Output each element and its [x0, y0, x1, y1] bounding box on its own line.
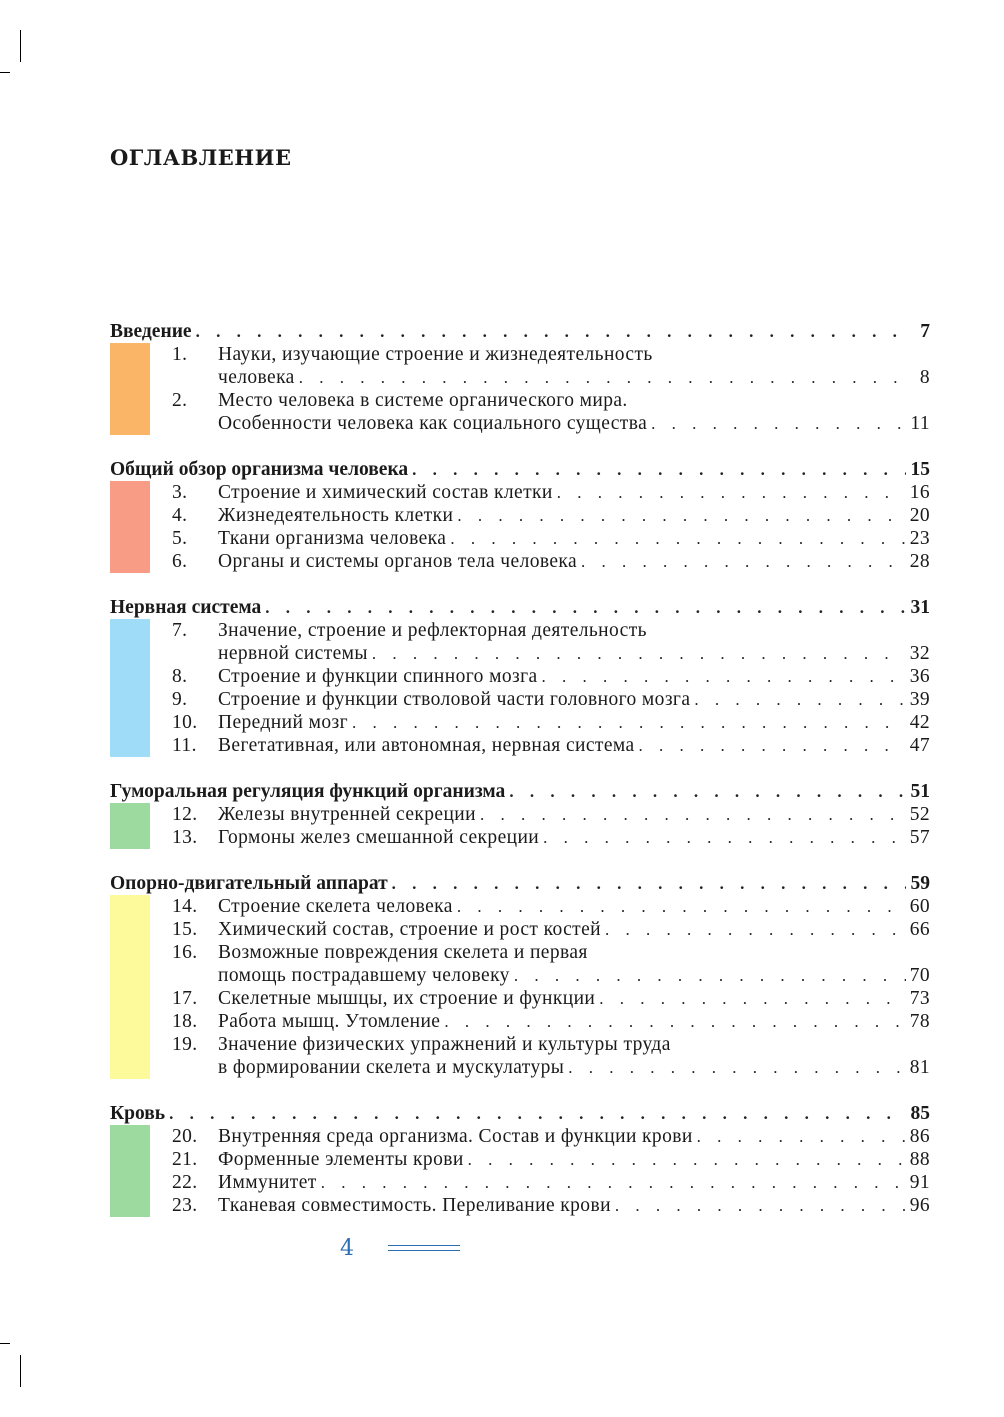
- toc-section-heading[interactable]: [110, 1102, 930, 1125]
- toc-entry-line[interactable]: [110, 734, 930, 757]
- entry-title: Форменные элементы крови: [218, 1149, 464, 1170]
- toc-entry-line[interactable]: [110, 895, 930, 918]
- leader-dots: [568, 1056, 905, 1079]
- toc-entry-line[interactable]: [110, 1171, 930, 1194]
- toc-entry-line[interactable]: [110, 1056, 930, 1079]
- leader-dots: [457, 504, 905, 527]
- leader-dots: [321, 1171, 906, 1194]
- toc-section: [110, 780, 930, 849]
- entry-number: 2.: [172, 390, 188, 411]
- toc-entry-line[interactable]: [110, 826, 930, 849]
- leader-dots: [651, 412, 906, 435]
- entry-page: 66: [909, 919, 930, 940]
- entry-title: Особенности человека как социального существа: [218, 413, 648, 434]
- leader-dots: [352, 711, 906, 734]
- entry-page: 8: [919, 367, 930, 388]
- entry-page: 32: [909, 643, 930, 664]
- leader-dots: [599, 987, 905, 1010]
- entry-title: Науки, изучающие строение и жизнедеятельность: [218, 344, 653, 365]
- toc-section-heading[interactable]: [110, 872, 930, 895]
- toc-entry-line[interactable]: [110, 1148, 930, 1171]
- entry-title: Возможные повреждения скелета и первая: [218, 942, 588, 963]
- toc-entry-line[interactable]: [110, 412, 930, 435]
- entry-title: Ткани организма человека: [218, 528, 447, 549]
- section-color-bar: [110, 619, 150, 757]
- toc-entry-line[interactable]: [110, 619, 930, 642]
- toc-entry-line[interactable]: [110, 964, 930, 987]
- toc-section-heading[interactable]: [110, 780, 930, 803]
- entry-number: 1.: [172, 344, 188, 365]
- entry-title: Внутренняя среда организма. Состав и функции крови: [218, 1126, 693, 1147]
- entry-title: Органы и системы органов тела человека: [218, 551, 578, 572]
- toc-entry-line[interactable]: [110, 1010, 930, 1033]
- entry-page: 78: [909, 1011, 930, 1032]
- entry-number: 16.: [172, 942, 198, 963]
- entry-number: 20.: [172, 1126, 198, 1147]
- entry-page: 11: [910, 413, 930, 434]
- entry-number: 6.: [172, 551, 188, 572]
- page-title: ОГЛАВЛЕНИЕ: [110, 145, 292, 170]
- entry-page: 20: [909, 505, 930, 526]
- entry-title: Вегетативная, или автономная, нервная система: [218, 735, 635, 756]
- entry-title: нервной системы: [218, 643, 368, 664]
- toc-section: [110, 872, 930, 1079]
- entry-title: в формировании скелета и мускулатуры: [218, 1057, 565, 1078]
- section-page: 7: [920, 321, 930, 342]
- leader-dots: [468, 1148, 906, 1171]
- toc-entry-line[interactable]: [110, 550, 930, 573]
- entry-number: 7.: [172, 620, 188, 641]
- crop-mark-top-horizontal: [0, 72, 10, 73]
- entry-title: Строение и функции спинного мозга: [218, 666, 538, 687]
- entry-page: 42: [909, 712, 930, 733]
- entry-number: 23.: [172, 1195, 198, 1216]
- entry-page: 70: [909, 965, 930, 986]
- toc-section-heading[interactable]: [110, 596, 930, 619]
- entry-number: 9.: [172, 689, 188, 710]
- toc-entry-line[interactable]: [110, 918, 930, 941]
- section-title: Введение: [110, 321, 192, 342]
- leader-dots: [697, 1125, 906, 1148]
- section-page: 51: [910, 781, 930, 802]
- crop-mark-top-vertical: [20, 30, 21, 62]
- toc-entry-line[interactable]: [110, 1033, 930, 1056]
- section-color-bar: [110, 803, 150, 849]
- toc-entry-line[interactable]: [110, 665, 930, 688]
- toc-entry-line[interactable]: [110, 987, 930, 1010]
- entry-number: 3.: [172, 482, 188, 503]
- toc-entry-line[interactable]: [110, 527, 930, 550]
- entry-title: Строение скелета человека: [218, 896, 453, 917]
- section-page: 15: [910, 459, 930, 480]
- section-color-bar: [110, 1125, 150, 1217]
- entry-page: 91: [909, 1172, 930, 1193]
- entry-number: 19.: [172, 1034, 198, 1055]
- leader-dots: [299, 366, 906, 389]
- leader-dots: [392, 872, 906, 895]
- entry-title: Работа мышц. Утомление: [218, 1011, 441, 1032]
- toc-entry-line[interactable]: [110, 1194, 930, 1217]
- entry-title: Место человека в системе органического мира.: [218, 390, 628, 411]
- section-title: Общий обзор организма человека: [110, 459, 409, 480]
- entry-number: 22.: [172, 1172, 198, 1193]
- entry-number: 18.: [172, 1011, 198, 1032]
- section-color-bar: [110, 343, 150, 435]
- entry-title: Значение физических упражнений и культуры труда: [218, 1034, 671, 1055]
- entry-title: Иммунитет: [218, 1172, 317, 1193]
- toc-entry-line[interactable]: [110, 941, 930, 964]
- leader-dots: [694, 688, 905, 711]
- toc-entry-line[interactable]: [110, 642, 930, 665]
- entry-title: Строение и химический состав клетки: [218, 482, 553, 503]
- leader-dots: [639, 734, 906, 757]
- toc-section: [110, 458, 930, 573]
- section-title: Опорно-двигательный аппарат: [110, 873, 388, 894]
- entry-number: 5.: [172, 528, 188, 549]
- entry-number: 11.: [172, 735, 197, 756]
- entry-page: 23: [909, 528, 930, 549]
- footer-rule-top: [388, 1245, 460, 1246]
- entry-page: 36: [909, 666, 930, 687]
- entry-title: Химический состав, строение и рост костей: [218, 919, 601, 940]
- entry-page: 81: [909, 1057, 930, 1078]
- section-title: Гуморальная регуляция функций организма: [110, 781, 506, 802]
- toc-entry-line[interactable]: [110, 688, 930, 711]
- entry-page: 57: [909, 827, 930, 848]
- entry-page: 86: [909, 1126, 930, 1147]
- entry-title: Строение и функции стволовой части головного мозга: [218, 689, 691, 710]
- entry-title: Значение, строение и рефлекторная деятельность: [218, 620, 647, 641]
- leader-dots: [557, 481, 906, 504]
- leader-dots: [450, 527, 905, 550]
- leader-dots: [196, 320, 906, 343]
- entry-page: 73: [909, 988, 930, 1009]
- leader-dots: [581, 550, 906, 573]
- entry-page: 16: [909, 482, 930, 503]
- entry-title: Передний мозг: [218, 712, 348, 733]
- crop-mark-bottom-horizontal: [0, 1343, 10, 1344]
- toc-entry-line[interactable]: [110, 504, 930, 527]
- section-title: Кровь: [110, 1103, 166, 1124]
- crop-mark-bottom-vertical: [20, 1355, 21, 1387]
- leader-dots: [480, 803, 906, 826]
- entry-number: 21.: [172, 1149, 198, 1170]
- toc-entry-line[interactable]: [110, 481, 930, 504]
- entry-number: 10.: [172, 712, 198, 733]
- entry-page: 52: [909, 804, 930, 825]
- entry-title: помощь пострадавшему человеку: [218, 965, 510, 986]
- leader-dots: [457, 895, 906, 918]
- leader-dots: [615, 1194, 906, 1217]
- toc-section: [110, 1102, 930, 1217]
- page-number: 4: [340, 1236, 354, 1261]
- toc-section: [110, 320, 930, 435]
- toc-entry-line[interactable]: [110, 343, 930, 366]
- entry-number: 17.: [172, 988, 198, 1009]
- entry-number: 14.: [172, 896, 198, 917]
- section-page: 31: [910, 597, 930, 618]
- toc-entry-line[interactable]: [110, 366, 930, 389]
- footer-rule-bottom: [388, 1250, 460, 1251]
- entry-number: 4.: [172, 505, 188, 526]
- entry-page: 60: [909, 896, 930, 917]
- toc-section-heading[interactable]: [110, 320, 930, 343]
- section-title: Нервная система: [110, 597, 262, 618]
- section-color-bar: [110, 481, 150, 573]
- entry-title: Тканевая совместимость. Переливание крови: [218, 1195, 611, 1216]
- leader-dots: [169, 1102, 906, 1125]
- toc-section-heading[interactable]: [110, 458, 930, 481]
- entry-title: человека: [218, 367, 295, 388]
- section-color-bar: [110, 895, 150, 1079]
- entry-number: 8.: [172, 666, 188, 687]
- toc-entry-line[interactable]: [110, 711, 930, 734]
- entry-title: Жизнедеятельность клетки: [218, 505, 454, 526]
- entry-page: 96: [909, 1195, 930, 1216]
- toc-entry-line[interactable]: [110, 389, 930, 412]
- toc-entry-line[interactable]: [110, 1125, 930, 1148]
- leader-dots: [542, 665, 906, 688]
- entry-title: Скелетные мышцы, их строение и функции: [218, 988, 596, 1009]
- leader-dots: [543, 826, 906, 849]
- entry-title: Гормоны желез смешанной секреции: [218, 827, 540, 848]
- leader-dots: [514, 964, 906, 987]
- entry-page: 39: [909, 689, 930, 710]
- leader-dots: [509, 780, 906, 803]
- section-page: 59: [910, 873, 930, 894]
- leader-dots: [372, 642, 906, 665]
- leader-dots: [412, 458, 906, 481]
- entry-page: 28: [909, 551, 930, 572]
- leader-dots: [265, 596, 906, 619]
- entry-number: 13.: [172, 827, 198, 848]
- leader-dots: [605, 918, 906, 941]
- entry-number: 12.: [172, 804, 198, 825]
- section-page: 85: [910, 1103, 930, 1124]
- leader-dots: [444, 1010, 905, 1033]
- entry-number: 15.: [172, 919, 198, 940]
- entry-page: 88: [909, 1149, 930, 1170]
- toc-section: [110, 596, 930, 757]
- toc-entry-line[interactable]: [110, 803, 930, 826]
- entry-page: 47: [909, 735, 930, 756]
- entry-title: Железы внутренней секреции: [218, 804, 476, 825]
- table-of-contents: [110, 320, 930, 1240]
